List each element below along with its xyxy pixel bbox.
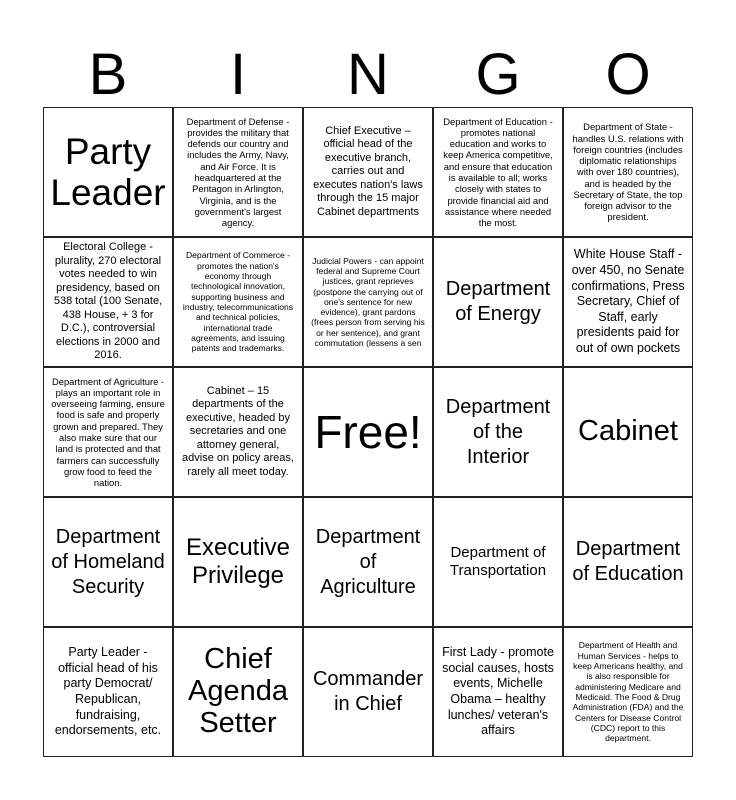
bingo-cell[interactable]	[563, 367, 693, 497]
cell-text: Cabinet – 15 departments of the executive, headed by secretaries and one attorney general, advise on policy areas, rarely all meet today.	[182, 384, 294, 478]
header-letter-o: O	[605, 42, 651, 107]
cell-text: Department of Education	[572, 538, 684, 585]
cell-text: Department of State - handles U.S. relations with foreign countries (includes diplomatic relationships with over 180 countries), and is headed by the Secretary of State, the top foreign advisor to the president.	[572, 121, 684, 223]
bingo-cell[interactable]	[173, 107, 303, 237]
bingo-cell[interactable]	[563, 107, 693, 237]
free-space-cell[interactable]	[303, 367, 433, 497]
cell-text: Commander in Chief	[312, 668, 424, 715]
cell-text: Department of Commerce - promotes the nation's economy through technological innovation, supporting business and industry, telecommunications and technical policies, international trade agreements, and issuing patents and trademarks.	[182, 250, 294, 354]
bingo-cell[interactable]	[43, 367, 173, 497]
cell-text: Chief Executive – official head of the executive branch, carries out and executes nation's laws through the 15 major Cabinet departments	[313, 124, 423, 218]
cell-text: Party Leader	[50, 130, 166, 213]
bingo-cell[interactable]	[173, 367, 303, 497]
cell-text: Department of the Interior	[445, 395, 551, 468]
cell-text: Department of Homeland Security	[51, 525, 165, 598]
header-letter-g: G	[475, 42, 521, 107]
cell-text: Free!	[314, 405, 422, 458]
cell-text: Department of Transportation	[449, 544, 547, 579]
header-letter-n: N	[347, 42, 389, 107]
cell-text: Department of Agriculture - plays an important role in overseeing farming, ensure food is safe and properly grown and prepared. They also make sure that our land is protected and that farmers can successfully grow food to feed the nation.	[51, 375, 165, 489]
bingo-cell[interactable]	[433, 627, 563, 757]
header-letter-b: B	[88, 42, 128, 107]
cell-text: Party Leader - official head of his party Democrat/ Republican, fundraising, endorsements, etc.	[54, 645, 162, 738]
bingo-cell[interactable]	[43, 627, 173, 757]
bingo-cell[interactable]	[303, 107, 433, 237]
cell-text: Chief Agenda Setter	[188, 643, 288, 739]
bingo-cell[interactable]	[563, 627, 693, 757]
cell-text: Executive Privilege	[185, 534, 291, 589]
cell-text: Cabinet	[578, 415, 678, 448]
cell-text: Department of Agriculture	[315, 525, 421, 598]
cell-text: First Lady - promote social causes, hosts events, Michelle Obama – healthy lunches/ veteran's affairs	[442, 645, 554, 738]
bingo-cell[interactable]	[433, 107, 563, 237]
bingo-cell[interactable]	[173, 497, 303, 627]
bingo-cell[interactable]	[433, 237, 563, 367]
bingo-cell[interactable]	[173, 237, 303, 367]
cell-text: Electoral College - plurality, 270 electoral votes needed to win presidency, based on 538 total (100 Senate, 438 House, + 3 for D.C.), controversial elections in 2000 and 2016.	[53, 241, 163, 362]
cell-text: Department of Defense - provides the military that defends our country and includes the Army, Navy, and Air Force. It is headquartered at the Pentagon in Arlington, Virginia, and is the government's largest agency.	[186, 115, 290, 229]
bingo-cell[interactable]	[433, 367, 563, 497]
bingo-header	[43, 42, 693, 108]
bingo-cell[interactable]	[43, 107, 173, 237]
cell-text: Department of Education - promotes national education and works to keep America competitive, and ensure that education is available to all; works closely with states to provide financial aid and assistance where needed the most.	[443, 115, 553, 229]
header-letter-i: I	[229, 42, 247, 107]
bingo-cell[interactable]	[563, 497, 693, 627]
bingo-cell[interactable]	[303, 497, 433, 627]
bingo-cell[interactable]	[303, 627, 433, 757]
bingo-cell[interactable]	[173, 627, 303, 757]
bingo-cell[interactable]	[563, 237, 693, 367]
bingo-cell[interactable]	[303, 237, 433, 367]
cell-text: Judicial Powers - can appoint federal and Supreme Court justices, grant reprieves (postpone the carrying out of one's sentence for new evidence), grant pardons (frees person from serving his or her sentence), and grant commutation (lessens a sen	[311, 255, 425, 349]
cell-text: White House Staff - over 450, no Senate confirmations, Press Secretary, Chief of Staff, early presidents paid for out of own pockets	[571, 247, 685, 356]
bingo-card-grid	[43, 107, 693, 757]
cell-text: Department of Health and Human Services - helps to keep Americans healthy, and is also responsible for administering Medicare and Medicaid. The Food & Drug Administration (FDA) and the Centers for Disease Control (CDC) report to this department.	[572, 640, 684, 744]
bingo-cell[interactable]	[43, 497, 173, 627]
cell-text: Department of Energy	[445, 278, 551, 325]
bingo-cell[interactable]	[433, 497, 563, 627]
bingo-cell[interactable]	[43, 237, 173, 367]
